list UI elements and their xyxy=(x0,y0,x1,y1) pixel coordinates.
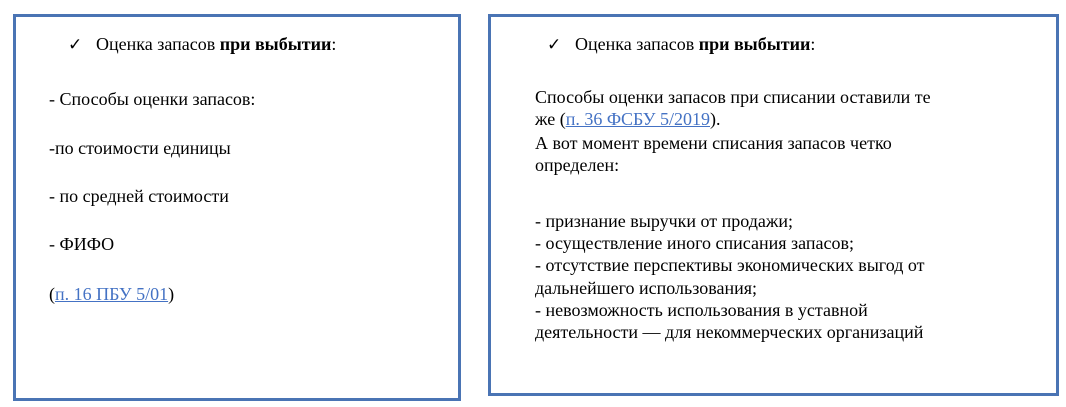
left-reference xyxy=(49,283,174,305)
pbu-reference-link[interactable]: п. 16 ПБУ 5/01 xyxy=(55,284,169,304)
checkmark-icon: ✓ xyxy=(68,35,83,55)
right-list-line: - невозможность использования в уставной xyxy=(535,300,868,320)
right-para2-line1: А вот момент времени списания запасов четко xyxy=(535,133,892,153)
right-para1-suffix: ). xyxy=(710,109,721,129)
right-heading-text: Оценка запасов xyxy=(575,34,699,54)
right-list-line: дальнейшего использования; xyxy=(535,278,758,298)
left-heading-text: Оценка запасов xyxy=(96,34,220,54)
fsbu-reference-link[interactable]: п. 36 ФСБУ 5/2019 xyxy=(565,109,710,129)
right-para1-line2 xyxy=(535,108,721,130)
right-para1-line1: Способы оценки запасов при списании оставили те xyxy=(535,87,931,107)
right-heading-colon: : xyxy=(810,34,816,54)
right-para1-prefix: же ( xyxy=(535,109,566,129)
left-item-average-cost: - по средней стоимости xyxy=(49,186,229,206)
left-ref-open: ( xyxy=(49,284,55,304)
checkmark-icon: ✓ xyxy=(547,35,562,55)
right-list-line: - признание выручки от продажи; xyxy=(535,211,793,231)
left-ref-close: ) xyxy=(168,284,175,304)
left-text-box xyxy=(13,14,461,401)
left-heading-colon: : xyxy=(331,34,337,54)
left-item-methods: - Способы оценки запасов: xyxy=(49,89,256,109)
left-item-unit-cost: -по стоимости единицы xyxy=(49,138,231,158)
right-list-line: деятельности — для некоммерческих организаций xyxy=(535,322,924,342)
right-heading xyxy=(547,33,815,56)
right-list-line: - отсутствие перспективы экономических выгод от xyxy=(535,255,925,275)
right-para2-line2: определен: xyxy=(535,155,620,175)
right-heading-bold: при выбытии xyxy=(698,34,811,54)
left-item-fifo: - ФИФО xyxy=(49,234,115,254)
left-heading xyxy=(68,33,336,56)
left-heading-bold: при выбытии xyxy=(219,34,332,54)
right-list-line: - осуществление иного списания запасов; xyxy=(535,233,855,253)
